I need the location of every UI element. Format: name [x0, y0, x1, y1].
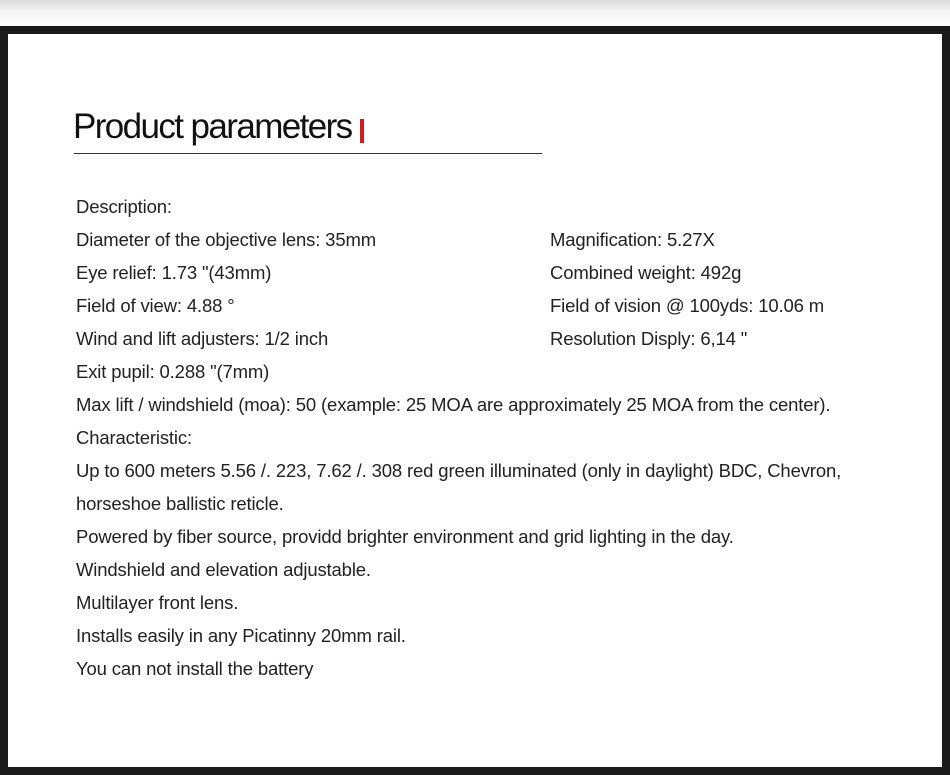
spec-resolution: Resolution Disply: 6,14 " [550, 328, 748, 349]
spec-field-of-view: Field of view: 4.88 ° [76, 295, 235, 316]
spec-row [76, 223, 936, 256]
spec-exit-pupil: Exit pupil: 0.288 "(7mm) [76, 361, 270, 382]
top-shadow [0, 0, 950, 26]
characteristic-line: Installs easily in any Picatinny 20mm rail. [76, 625, 406, 646]
characteristic-line: Multilayer front lens. [76, 592, 239, 613]
characteristic-line: horseshoe ballistic reticle. [76, 493, 284, 514]
parameters-list [76, 190, 936, 685]
content-panel [8, 34, 942, 767]
characteristic-line: Up to 600 meters 5.56 /. 223, 7.62 /. 308 red green illuminated (only in daylight) BDC, Chevron, [76, 460, 842, 481]
spec-eye-relief: Eye relief: 1.73 "(43mm) [76, 262, 272, 283]
title-block [74, 107, 542, 154]
spec-adjusters: Wind and lift adjusters: 1/2 inch [76, 328, 329, 349]
page-title: Product parameters [73, 107, 352, 146]
spec-objective-lens: Diameter of the objective lens: 35mm [76, 229, 376, 250]
characteristic-heading: Characteristic: [76, 427, 192, 448]
characteristic-line: Powered by fiber source, providd brighter environment and grid lighting in the day. [76, 526, 734, 547]
description-heading: Description: [76, 196, 172, 217]
spec-row [76, 289, 936, 322]
spec-magnification: Magnification: 5.27X [550, 229, 715, 250]
characteristic-line: You can not install the battery [76, 658, 314, 679]
spec-row [76, 256, 936, 289]
page-frame [0, 26, 950, 775]
spec-row [76, 322, 936, 355]
title-accent-bar [360, 119, 364, 143]
characteristic-line: Windshield and elevation adjustable. [76, 559, 371, 580]
spec-field-of-vision: Field of vision @ 100yds: 10.06 m [550, 295, 824, 316]
spec-max-lift: Max lift / windshield (moa): 50 (example: 25 MOA are approximately 25 MOA from the center). [76, 394, 831, 415]
spec-weight: Combined weight: 492g [550, 262, 742, 283]
